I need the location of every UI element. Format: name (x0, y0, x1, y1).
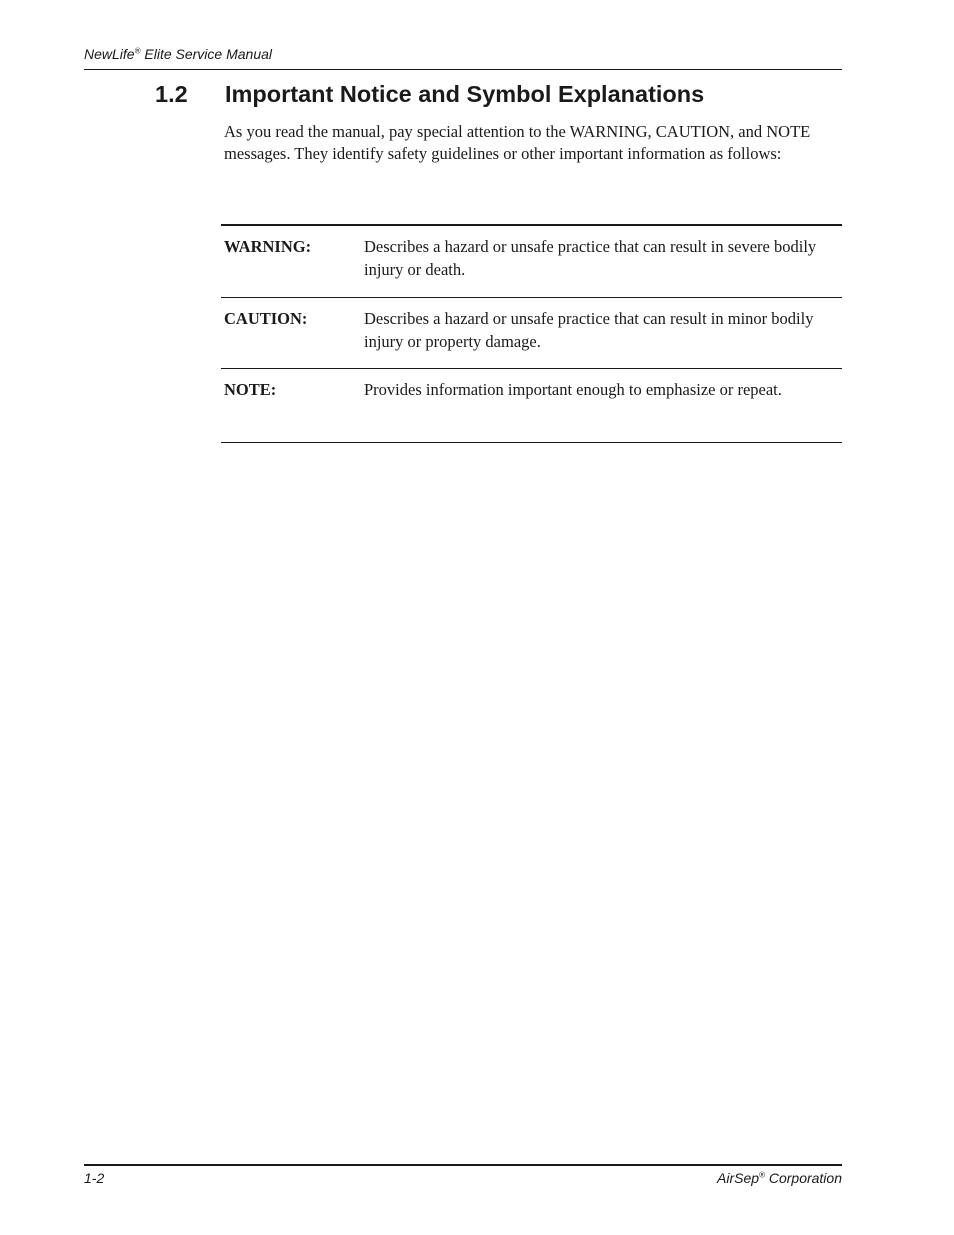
notice-description: Describes a hazard or unsafe practice that can result in minor bodily injury or property damage. (364, 309, 814, 351)
footer-registered-mark: ® (759, 1170, 765, 1180)
notice-row-note (221, 368, 842, 442)
section-heading (155, 79, 855, 109)
notice-description: Describes a hazard or unsafe practice that can result in severe bodily injury or death. (364, 237, 817, 279)
footer-company-name: AirSep (717, 1170, 760, 1186)
notice-table (221, 224, 842, 443)
notice-row-warning (221, 226, 842, 297)
running-header (84, 45, 842, 63)
page-number: 1-2 (84, 1170, 105, 1186)
notice-term: NOTE: (224, 380, 277, 399)
header-manual-title: Elite Service Manual (140, 46, 273, 62)
header-product-name: NewLife (84, 46, 135, 62)
header-divider (84, 69, 842, 70)
footer-divider (84, 1164, 842, 1166)
section-title: Important Notice and Symbol Explanations (225, 81, 705, 107)
section-number: 1.2 (155, 81, 188, 107)
intro-paragraph: As you read the manual, pay special attention to the WARNING, CAUTION, and NOTE messages. They identify safety guidelines or other important information as follows: (224, 122, 811, 163)
notice-description: Provides information important enough to emphasize or repeat. (364, 380, 782, 399)
footer-company-suffix: Corporation (764, 1170, 842, 1186)
notice-term: CAUTION: (224, 309, 308, 328)
header-registered-mark: ® (134, 46, 141, 56)
footer-company (717, 1169, 842, 1187)
notice-row-caution (221, 297, 842, 368)
notice-term: WARNING: (224, 237, 312, 256)
